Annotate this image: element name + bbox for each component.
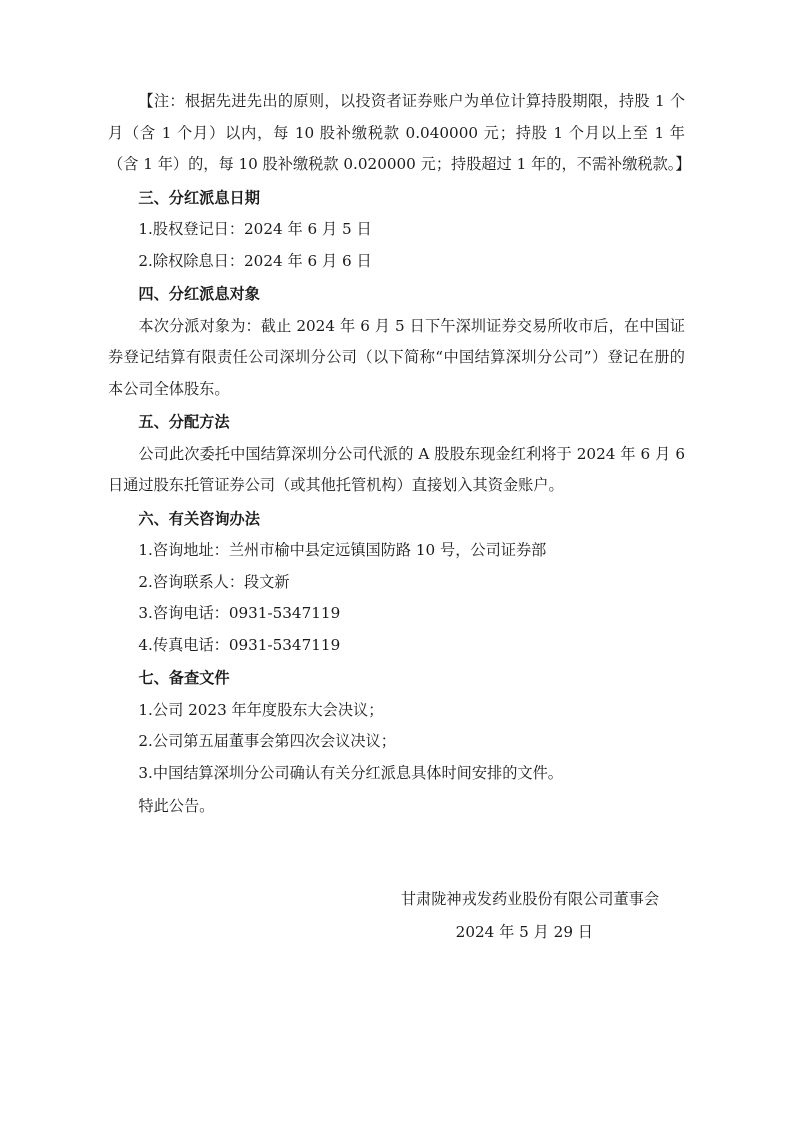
section-heading-dividend-dates: 三、分红派息日期 bbox=[138, 188, 260, 207]
list-item: 3.中国结算深圳分公司确认有关分红派息具体时间安排的文件。 bbox=[138, 763, 563, 782]
section-heading-distribution-method: 五、分配方法 bbox=[138, 413, 230, 431]
signature-block bbox=[108, 883, 685, 949]
list-item: 4.传真电话：0931-5347119 bbox=[138, 635, 341, 654]
section-heading-consultation: 六、有关咨询办法 bbox=[138, 509, 260, 528]
list-item: 1.咨询地址：兰州市榆中县定远镇国防路 10 号，公司证券部 bbox=[138, 541, 547, 559]
list-item: 2.除权除息日：2024 年 6 月 6 日 bbox=[138, 251, 372, 270]
signature-date: 2024 年 5 月 29 日 bbox=[455, 922, 593, 941]
list-item: 2.咨询联系人：段文新 bbox=[138, 572, 290, 591]
list-item: 1.公司 2023 年年度股东大会决议； bbox=[138, 700, 384, 719]
paragraph: 公司此次委托中国结算深圳分公司代派的 A 股股东现金红利将于 2024 年 6 月 6 日通过股东托管证券公司（或其他托管机构）直接划入其资金账户。 bbox=[108, 444, 685, 494]
section-heading-dividend-recipients: 四、分红派息对象 bbox=[138, 285, 260, 303]
closing-statement: 特此公告。 bbox=[138, 797, 215, 815]
section-heading-reference-documents: 七、备查文件 bbox=[138, 669, 230, 687]
signature-company: 甘肃陇神戎发药业股份有限公司董事会 bbox=[400, 889, 659, 908]
document-body bbox=[108, 86, 691, 949]
paragraph: 本次分派对象为：截止 2024 年 6 月 5 日下午深圳证券交易所收市后，在中国证券登记结算有限责任公司深圳分公司（以下简称“中国结算深圳分公司”）登记在册的本公司全体股东。 bbox=[108, 316, 685, 398]
list-item: 2.公司第五届董事会第四次会议决议； bbox=[138, 732, 396, 750]
list-item: 1.股权登记日：2024 年 6 月 5 日 bbox=[138, 220, 372, 238]
tax-note-paragraph: 【注：根据先进先出的原则，以投资者证券账户为单位计算持股期限，持股 1 个月（含 1 个月）以内，每 10 股补缴税款 0.040000 元；持股 1 个月以上至 1 年（含 1 年）的，每 10 股补缴税款 0.020000 元；持股超过 1 年的，不需补缴税款。】 bbox=[108, 92, 691, 173]
list-item: 3.咨询电话：0931-5347119 bbox=[138, 604, 341, 622]
